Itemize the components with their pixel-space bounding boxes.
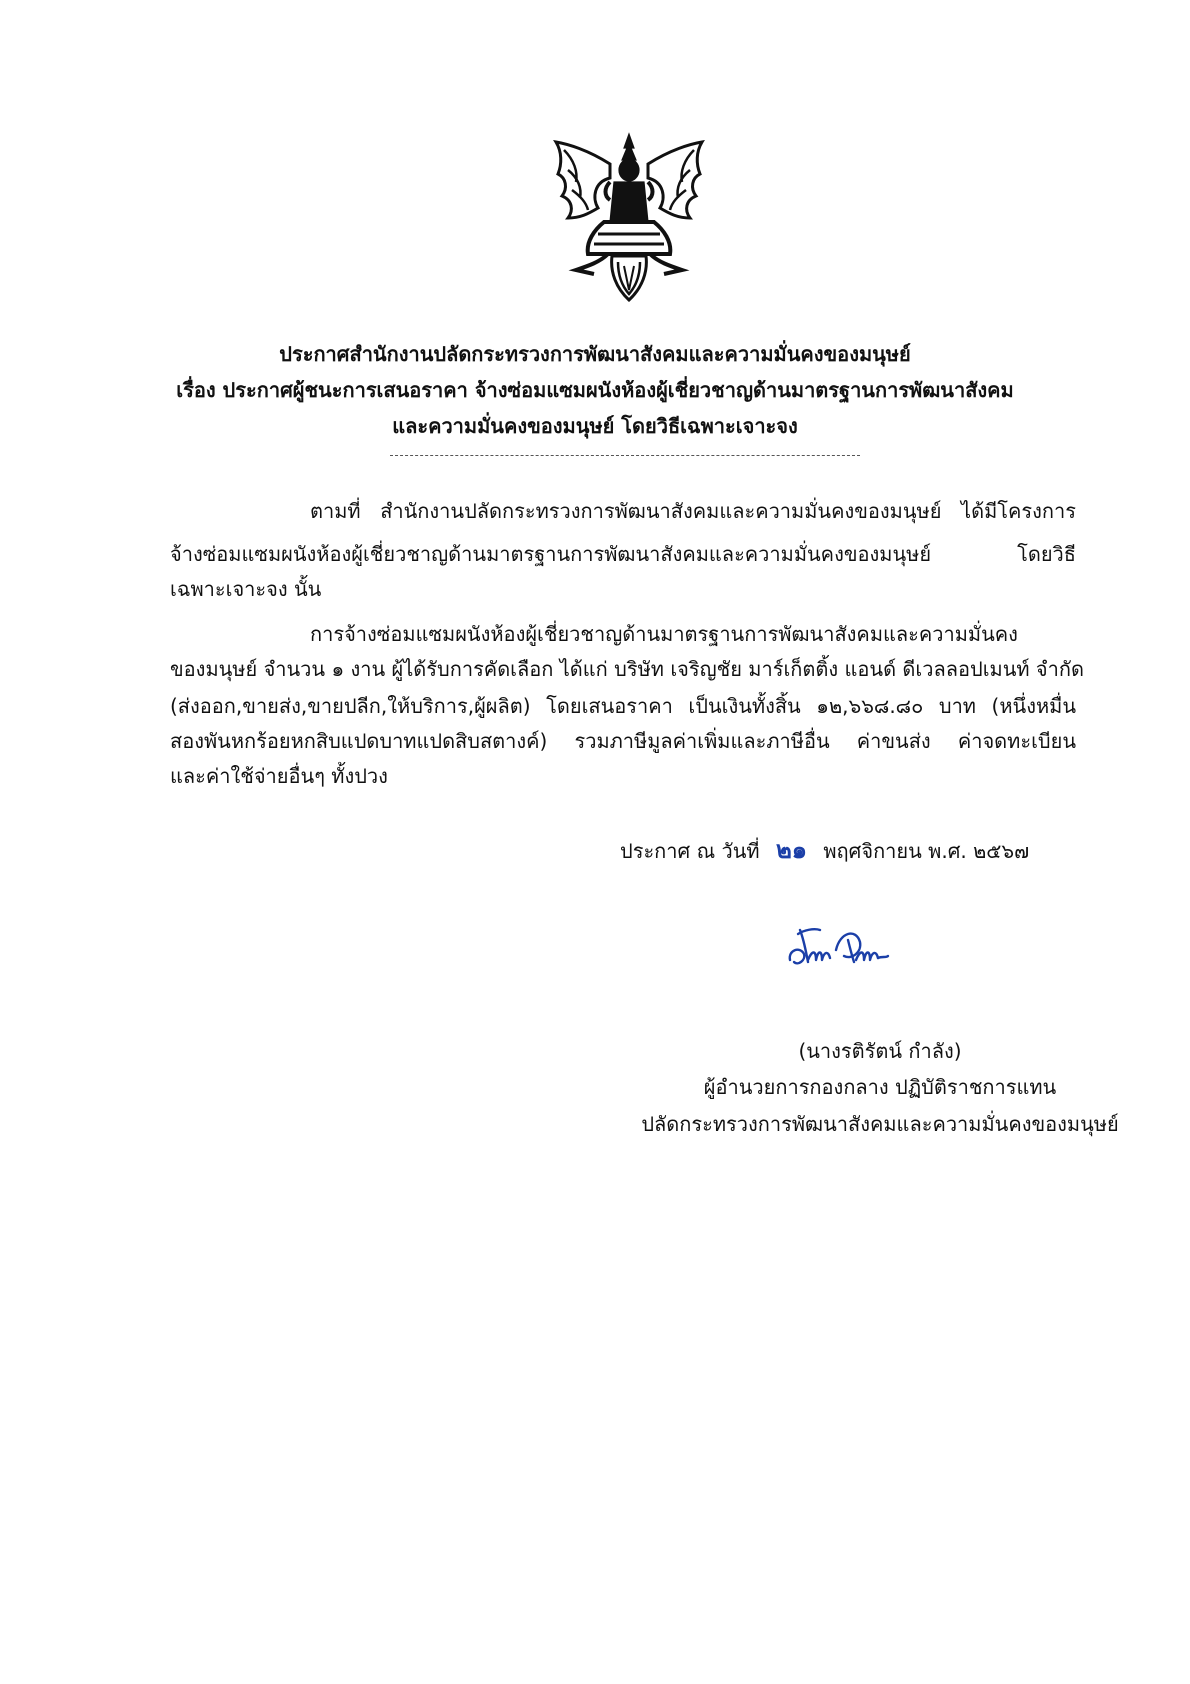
- paragraph-2-line-5: และค่าใช้จ่ายอื่นๆ ทั้งปวง: [170, 764, 388, 788]
- garuda-emblem-icon: [548, 130, 710, 305]
- announcement-title: ประกาศสำนักงานปลัดกระทรวงการพัฒนาสังคมและความมั่นคงของมนุษย์: [279, 342, 911, 366]
- paragraph-1-line-1: ตามที่ สำนักงานปลัดกระทรวงการพัฒนาสังคมและความมั่นคงของมนุษย์ ได้มีโครงการ: [310, 499, 1076, 523]
- announcement-subject-continued: และความมั่นคงของมนุษย์ โดยวิธีเฉพาะเจาะจง: [392, 414, 798, 438]
- date-month-year: พฤศจิกายน พ.ศ. ๒๕๖๗: [823, 839, 1030, 863]
- announcement-date: [620, 832, 1029, 869]
- title-divider: [390, 455, 860, 456]
- signer-position: ผู้อำนวยการกองกลาง ปฏิบัติราชการแทน: [703, 1075, 1057, 1099]
- date-day: ๒๑: [775, 836, 807, 864]
- paragraph-2-line-1: การจ้างซ่อมแซมผนังห้องผู้เชี่ยวชาญด้านมาตรฐานการพัฒนาสังคมและความมั่นคง: [310, 622, 1018, 646]
- signer-on-behalf: ปลัดกระทรวงการพัฒนาสังคมและความมั่นคงของมนุษย์: [641, 1112, 1119, 1136]
- paragraph-2-line-3: (ส่งออก,ขายส่ง,ขายปลีก,ให้บริการ,ผู้ผลิต) โดยเสนอราคา เป็นเงินทั้งสิ้น ๑๒,๖๖๘.๘๐ บาท (หนึ่งหมื่น: [170, 694, 1076, 718]
- handwritten-signature: [786, 920, 916, 980]
- paragraph-1-line-3: เฉพาะเจาะจง นั้น: [170, 577, 322, 601]
- signer-name: (นางรติรัตน์ กำลัง): [798, 1039, 962, 1063]
- paragraph-1-line-2: จ้างซ่อมแซมผนังห้องผู้เชี่ยวชาญด้านมาตรฐานการพัฒนาสังคมและความมั่นคงของมนุษย์ โดยวิธี: [170, 542, 1076, 566]
- date-prefix: ประกาศ ณ วันที่: [620, 839, 760, 863]
- paragraph-2-line-4: สองพันหกร้อยหกสิบแปดบาทแปดสิบสตางค์) รวมภาษีมูลค่าเพิ่มและภาษีอื่น ค่าขนส่ง ค่าจดทะเบียน: [170, 729, 1076, 753]
- paragraph-2-line-2: ของมนุษย์ จำนวน ๑ งาน ผู้ได้รับการคัดเลือก ได้แก่ บริษัท เจริญชัย มาร์เก็ตติ้ง แอนด์ ดีเวลลอปเมนท์ จำกัด: [170, 657, 1084, 681]
- announcement-subject: เรื่อง ประกาศผู้ชนะการเสนอราคา จ้างซ่อมแซมผนังห้องผู้เชี่ยวชาญด้านมาตรฐานการพัฒนาสังคม: [176, 378, 1014, 402]
